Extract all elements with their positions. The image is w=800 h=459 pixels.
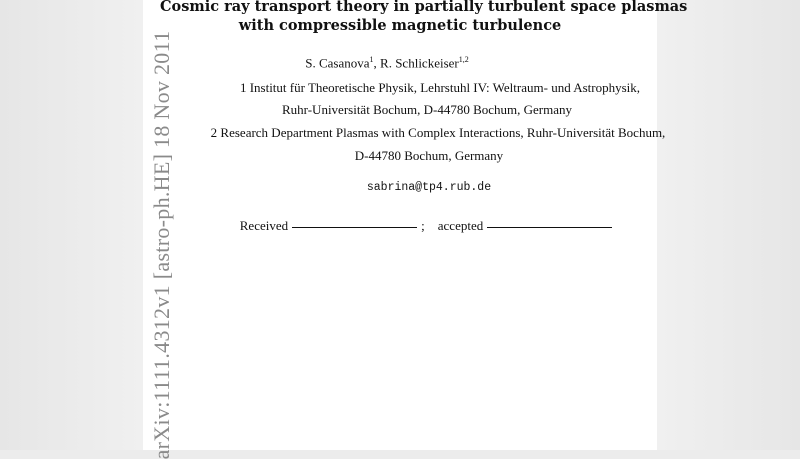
title-line-2: with compressible magnetic turbulence [238, 17, 562, 34]
separator: ; [421, 218, 425, 233]
affiliation-1-line-1: 1 Institut für Theoretische Physik, Lehrstuhl IV: Weltraum- und Astrophysik, [239, 80, 641, 95]
affiliation-1-line-2: Ruhr-Universität Bochum, D-44780 Bochum, Germany [281, 102, 573, 117]
email: sabrina@tp4.rub.de [366, 181, 492, 194]
received-label: Received [239, 218, 289, 233]
authors [130, 55, 644, 71]
accepted-blank [487, 227, 612, 228]
title-line-1: Cosmic ray transport theory in partially turbulent space plasmas [160, 0, 688, 15]
accepted-label: accepted [437, 218, 484, 233]
author-2-affil: 1,2 [458, 55, 469, 64]
author-2: R. Schlickeiser [380, 55, 459, 71]
received-accepted-line [171, 218, 685, 234]
affiliation-2-line-2: D-44780 Bochum, Germany [354, 148, 504, 163]
received-blank [292, 227, 417, 228]
author-1: S. Casanova [305, 55, 370, 71]
author-separator: , [373, 55, 381, 71]
affiliation-2-line-1: 2 Research Department Plasmas with Complex Interactions, Ruhr-Universität Bochum, [210, 125, 666, 140]
arxiv-stamp: arXiv:1111.4312v1 [astro-ph.HE] 18 Nov 2011 [149, 30, 174, 459]
background-left [0, 0, 143, 450]
author-1-affil: 1 [369, 55, 374, 64]
